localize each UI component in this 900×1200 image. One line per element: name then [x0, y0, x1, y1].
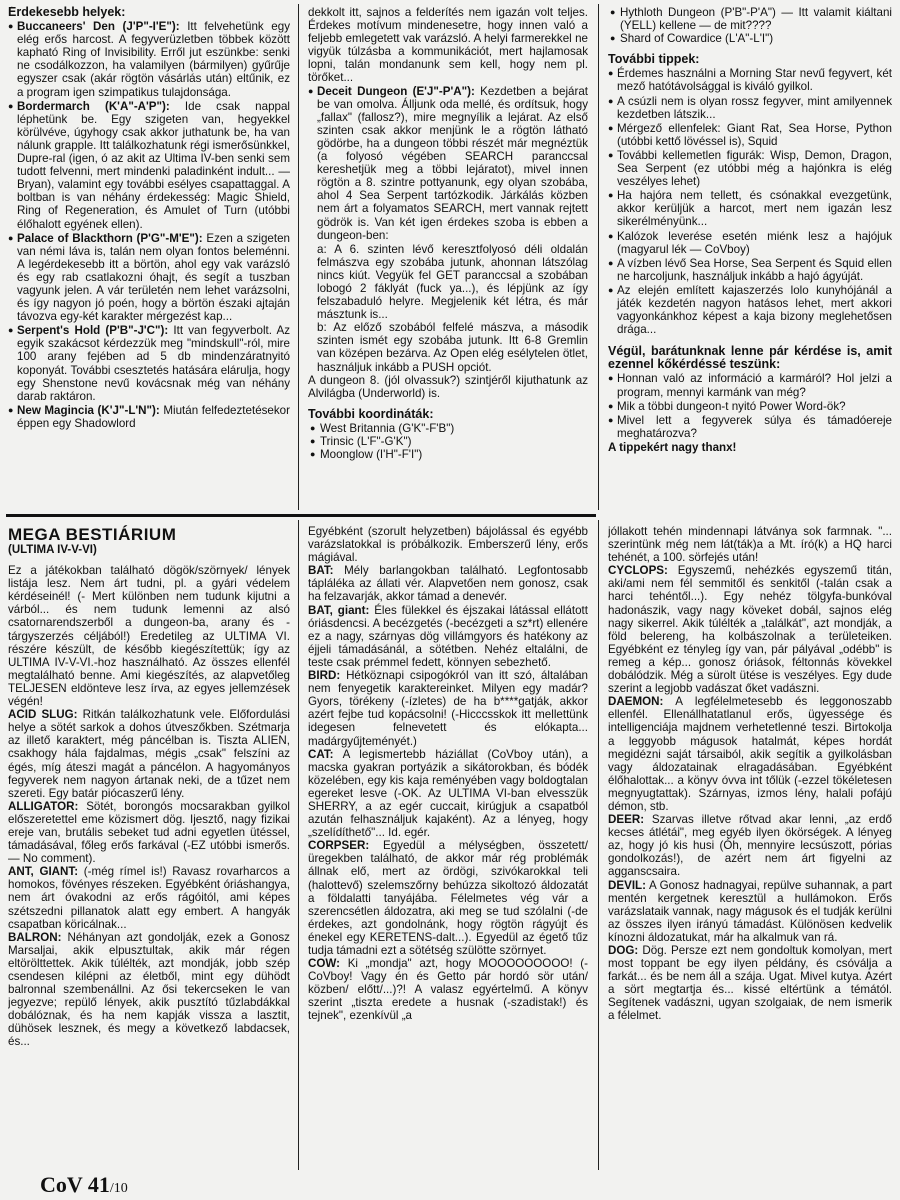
- paragraph: Egyébként (szorult helyzetben) bájolással és egyébb varázslatokkal is próbálkozik. Emberszerű lény, erős mágiával.: [308, 525, 588, 565]
- entry-label: Bordermarch (K'A"-A'P"):: [17, 99, 170, 113]
- entry-label: BALRON:: [8, 930, 62, 944]
- bestiary-entry: [308, 604, 588, 669]
- bullet-entry: [608, 257, 892, 283]
- bestiary-entry: [8, 865, 290, 930]
- section-divider: [6, 514, 596, 517]
- entry-text: Mivel lett a fegyverek súlya és támadóereje meghatározva?: [617, 413, 892, 440]
- bullet-entry: [608, 284, 892, 336]
- entry-text: Egyedül a mélységben, összetett/üregekben található, de akkor már rég problémák állnak elő, mert az ördögi, szivókarokkal teli (halottevő) szelemszőrny behúzza sikoltozó áldozatát a földalatti tanyájába. Félelmetes vég vár a szerencsétlen áldozatra, aki meg se tud szólalni (-de érdekes, azt gondolnánk, hogy rögtön rágyújt és énekel egy KERETENS-dalt...). Egyedül az égető tűz tudja támadni ezt a sötétség szülötte szörnyet.: [308, 839, 588, 957]
- entry-label: CYCLOPS:: [608, 564, 668, 578]
- bullet-entry: [8, 404, 290, 430]
- entry-text: Érdemes használni a Morning Star nevű fegyvert, két mező hatótávolsággal is kiváló gyilkol.: [617, 67, 892, 94]
- entry-label: New Magincia (K'J"-L'N"):: [17, 403, 160, 417]
- entry-text: A Gonosz hadnagyai, repülve suhannak, a part mentén kergetnek keresztül a hullámokon. Erős varázslataik vannak, nagy mágusok és el tudják kerülni az összes ilyen irányú támadást. Különösen kedvelik kínozni áldozatukat, már ha alkalmuk van rá.: [608, 878, 892, 944]
- paragraph: Ez a játékokban található dögök/szörnyek/ lények listája lesz. Nem árt tudni, pl. a gyári védelem kérdéseinél! (- Mert különben nem tudunk kijutni a várból... és nem tudunk lemenni az alsó csatornarendszerből a dungeon-ba, arany és -tárgyszerzés céljából!) Eredetileg az ULTIMA VI. részére készült, de később kiegészítettük; így az ULTIMA IV-V-VI.-hoz használható. Az összes ellenfél megtalálható benne. Ami kiegészítés, az alapvetőleg TELJESEN eldönteve lesz írva, az egyes jellemzések végén!: [8, 564, 290, 709]
- entry-text: Kezdetben a bejárat be van omolva. Álljunk oda mellé, és ordítsuk, hogy „fallax" (fallosz?), mire megnyílik a lejárat. Az első szinten csak akkor menjünk le a rögtön látható gödörbe, ha a dungeon többi részét már megnéztük (a folyosó végében SEARCH paranccsal kereshetjük meg a többi lejáratot), mivel innen rögtön a 8. szintre pottyanunk, egy olyan szobába, ahol 4 Sea Serpent tartózkodik. Járkálás közben nem árt a folyamatos SEARCH, mert vannak rejtett gödrök is. Van két igen érdekes szoba is ebben a dungeon-ben:: [317, 84, 588, 242]
- bestiary-entry: [308, 748, 588, 840]
- entry-text: Mik a többi dungeon-t nyitó Power Word-ök?: [617, 399, 846, 413]
- coordinate-item: ● Hythloth Dungeon (P'B"-P'A") — Itt valamit kiáltani (YELL) kellene — de mit????: [608, 6, 892, 32]
- entry-label: BIRD:: [308, 669, 341, 683]
- page-number: /10: [109, 1181, 128, 1196]
- bestiary-entry: [8, 708, 290, 800]
- entry-text: Ide csak nappal léphetünk be. Egy szigeten van, hegyekkel körülvéve, úgyhogy csak akkor juthatunk be, ha van nálunk grapple. Itt találkozhatunk régi ismerősünkkel, Dupre-ral (igen, ó az akit az Ultima IV-ben senki sem tudott felvenni, mert mindenki paladinként indult... — Bryan), valamint egy további esélyes csapattaggal. A boltban is van néhány érdekesség: Magic Shield, Ring of Regeneration, és Amulet of Turn (utóbbi élőhalott egyének ellen).: [17, 99, 290, 231]
- bullet-entry: [8, 100, 290, 231]
- entry-label: CAT:: [308, 747, 334, 761]
- entry-text: Szarvas illetve rőtvad akar lenni, „az erdő kecses átlétái", meg egyéb ilyen ökörségek. A lényeg az, hogy jó kis husi (Óh, mennyire lecsúszott, pórias gondolkozás!), de azért nem árt figyelni az agganscsaira.: [608, 813, 892, 879]
- entry-label: CORPSER:: [308, 839, 370, 853]
- bullet-entry: [608, 400, 892, 413]
- entry-text: A vízben lévő Sea Horse, Sea Serpent és Squid ellen ne harcoljunk, használjuk inkább a hajó ágyúját.: [617, 256, 892, 283]
- paragraph: jóllakott tehén mindennapi látványa sok farmnak. "... szerintünk még nem lát(ták)a a Mt. író(k) a HQ harci tehénét, a 100. sörfejés után!: [608, 525, 892, 565]
- entry-text: Kalózok leverése esetén miénk lesz a hajójuk (magyarul lék — CoVboy): [617, 229, 892, 256]
- entry-label: Deceit Dungeon (E'J"-P'A"):: [317, 84, 475, 98]
- entry-label: Serpent's Hold (P'B"-J'C"):: [17, 324, 169, 338]
- entry-label: DEER:: [608, 813, 645, 827]
- bullet-entry: [8, 324, 290, 403]
- bestiary-entry: [8, 931, 290, 1049]
- column-top-left: [8, 6, 290, 508]
- closing-line: A tippekért nagy thanx!: [608, 440, 737, 454]
- bestiary-entry: [608, 695, 892, 813]
- bestiary-entry: [308, 839, 588, 957]
- bullet-entry: [608, 149, 892, 188]
- bullet-entry: [608, 122, 892, 148]
- entry-text: A legfélelmetesebb és leggonoszabb ellenfél. Ellenállhatatlanul erős, ügyessége és intelligenciája majdnem verhetetlenné teszi. Birtokolja a leggyobb mágusok hatalmát, képes hordát megidézni saját társaiból, akik segítik a gyilkolásban vagy áldozatainak elragadásában. Egyébként élőhalottak... a könyv óvva int tőlük (-ezzel tökéletesen megnyugtattak). Szárnyas, izmos lény, halali pofájú démon, stb.: [608, 695, 892, 813]
- bestiary-entry: [308, 564, 588, 603]
- bestiary-entry: [608, 944, 892, 1023]
- bullet-entry: [608, 189, 892, 228]
- entry-label: ANT, GIANT:: [8, 865, 79, 879]
- entry-label: DOG:: [608, 944, 639, 957]
- sub-paragraph: a: A 6. szinten lévő keresztfolyosó déli oldalán felmászva egy szobába jutunk, ahonnan látszólag nincs kiút. Vegyük fel GET paranccsal a szobában lobogó 2 fáklyát (fuck ya...), és lépjünk az így felszabaduló helyre. Megjelenik két létra, és már másztunk is...: [317, 242, 588, 322]
- bullet-entry: [608, 372, 892, 398]
- section-heading: Érdekesebb helyek:: [8, 6, 126, 19]
- entry-text: Mérgező ellenfelek: Giant Rat, Sea Horse, Python (utóbbi kettő lövéssel is), Squid: [617, 121, 892, 148]
- entry-text: Ki „mondja" azt, hogy MOOOOOOOOO! (-CoVboy! Vagy én és Getto pár hordó sör után/ közben/ előtt/...)?! A valasz egyértelmű. A könyv szerint „tiszta eredete a husnak (-szadistak!) és tejnek", ezenkívül „a: [308, 957, 588, 1023]
- bullet-entry: [608, 414, 892, 440]
- entry-text: Ha hajóra nem tellett, és csónakkal evezgetünk, akkor kerüljük a harcot, mert nem igazán lesz sikerélményünk...: [617, 189, 892, 229]
- coordinate-item: ● Trinsic (L'F"-G'K"): [308, 435, 588, 448]
- column-top-middle: [308, 6, 588, 508]
- bullet-entry: [608, 95, 892, 121]
- bullet-entry: [608, 67, 892, 93]
- entry-label: DAEMON:: [608, 695, 664, 709]
- entry-text: Éles fülekkel és éjszakai látással ellátott óriásdencsi. A becézgetés (-becézgeti a sz*rt) ellenére ez a nagy, szárnyas dög villámgyors és hatékony az éjjeli támadásánál, a sötétben. Nehéz eltalálni, de teste csak prémmel fedett, könnyen sebezhető.: [308, 603, 588, 669]
- entry-label: Palace of Blackthorn (P'G"-M'E"):: [17, 231, 203, 245]
- entry-text: A legismertebb háziállat (CoVboy után), a macska gyakran portyázik a sikátorokban, és bódék közelében, egy kis kaja reményében vagy boldogtalan egereket lesve (-OK. Az ULTIMA VI-ban elvesszük SHERRY, a az egér cuccait, kirúgjuk a csapatból azután felhasználjuk kajaként). Az a lényeg, hogy „szelídíthető"... Id. egér.: [308, 747, 588, 840]
- paragraph: A dungeon 8. (jól olvassuk?) szintjéről kijuthatunk az Alvilágba (Underworld) is.: [308, 373, 588, 400]
- coordinate-item: ● Shard of Cowardice (L'A"-L'I"): [608, 32, 892, 45]
- entry-label: COW:: [308, 957, 340, 971]
- bestiary-entry: [608, 813, 892, 878]
- bullet-entry: [308, 85, 588, 242]
- entry-text: Itt van fegyverbolt. Az egyik szakácsot kérdezzük meg "mindskull"-ról, mire 100 arany fejében ad 5 db mindenzáratnyitó koponyát. További csesztetés hatására elárulja, hogy egy Shenstone nevű kovácsnak még van néhány darab raktáron.: [17, 324, 290, 403]
- entry-text: Itt felvehetünk egy elég erős harcost. A fegyverüzletben többek között kapható Ring of Invisibility. Erről jut eszünkbe: senki ne csodálkozzon, ha valamilyen (bármilyen) gyűrűje egyszer csak (akár rögtön vásárlás után) eltűnik, ez a program igen szimpatikus tulajdonsága.: [17, 20, 290, 99]
- magazine-name: CoV 41: [40, 1172, 110, 1197]
- entry-text: További kellemetlen figurák: Wisp, Demon, Dragon, Sea Serpent (ez utóbbi még a hajónkra is elég veszélyes lehet): [617, 148, 892, 189]
- section-heading: További tippek:: [608, 52, 700, 67]
- coordinate-item: ● West Britannia (G'K"-F'B"): [308, 422, 588, 435]
- column-divider: [598, 520, 599, 1170]
- column-bottom-middle: [308, 525, 588, 1175]
- entry-text: Hétköznapi csipogókról van itt szó, általában nem fenyegetik karaktereinket. Milyen egy madár? Gyors, törékeny (-ízletes) de ha b****gatják, akkor azért fejbe tud kopácsolni! (-Hicccsskok itt mellettünk idegesen felnevetett és elókapta... madárgyűjteményét.): [308, 669, 588, 748]
- bullet-entry: [8, 20, 290, 99]
- bestiary-entry: [308, 957, 588, 1022]
- entry-label: ALLIGATOR:: [8, 799, 79, 813]
- coordinate-item: ● Moonglow (I'H"-F'I"): [308, 448, 588, 461]
- entry-text: Sötét, borongós mocsarakban gyilkol előszeretettel eme közismert dög. Ijesztő, nagy fizikai ereje van, brutális sebeket tud adni egyetlen ütéssel, támadásával, főleg erős farkával (-EZ utóbbi ismerős. — No comment).: [8, 799, 290, 866]
- section-heading: Végül, barátunknak lenne pár kérdése is, amit ezennel kőkérdéssé teszünk:: [608, 344, 892, 372]
- entry-text: Egyszemű, nehézkés egyszemű titán, aki/ami nem fél semmitől és senkitől (-talán csak a harci tehéntől...). Egy nehéz tölgyfa-bunkóval hadonászik, vagy nagy köveket dobál, sajnos elég nagy sikerrel. Akik túlélték a „találkát", azt mondják, a föld belereng, ha kolbászolnak a területeiken. Egyébként ez tényleg így van, pár pályával „odébb" is remeg a kép... gonosz óriások, féltonnás kövekkel dobálódzik. Még a sürolt ütése is veszélyes. Egy dude szerint a legjobb vadászat őket vadászni.: [608, 564, 892, 696]
- entry-text: Néhányan azt gondolják, ezek a Gonosz Marsaljai, akik elpusztultak, akik már régen eltörölttettek. Akik túlélték, azt mondják, jobb szép csendesen kilépni az életből, mint egy dühödt balronnal szembenállni. Az ősi tekercseken le van jegyezve; repülő lények, akik pusztító tűzlabdákkal dobálóznak, és ha nem kapják vissza a lasztit, dühösek lesznek, és megy a következő labdacsek, és...: [8, 930, 290, 1049]
- entry-label: Buccaneers' Den (J'P"-I'E"):: [17, 20, 180, 34]
- bullet-entry: [608, 230, 892, 256]
- entry-text: Mély barlangokban található. Legfontosabb tápláléka az állati vér. Alapvetően nem gonosz, csak ha felzavarják, akkor támad a denevér.: [308, 564, 588, 604]
- entry-text: Dög. Persze ezt nem gondoltuk komolyan, mert most toppant be egy ilyen példány, és csóválja a farkát... és be nem áll a szája. Ugat. Mivel kutya. Azért a sört megtartja és... kissé eltértünk a témától. Segítenek vadászni, ugyan szolgaiak, de nem ismerik a félelmet.: [608, 944, 892, 1023]
- article-subtitle: (ULTIMA IV-V-VI): [8, 544, 97, 556]
- column-top-right: [608, 6, 892, 526]
- bullet-entry: [8, 232, 290, 324]
- entry-text: Ezen a szigeten van némi láva is, talán nem olyan fontos beleménni. A legérdekesebb itt a börtön, ahol egy vak varázsló és egy rab csatlakozni óhajt, és segít a tuszban vagyunk jelen. A vár területén nem lehet varázsolni, és így nagyon jó poén, hogy a börtön északi ajtaján távozva egy-két karakter mérgezést kap...: [17, 231, 290, 324]
- entry-text: (-még rímel is!) Ravasz rovarharcos a homokos, fövényes részeken. Egyébként óriáshangya, nem árt óvakodni az erős rágóitól, ami képes szétszedni pillanatok alatt egy embert. A hangyák csapatban köricálnak...: [8, 865, 290, 931]
- entry-text: Ritkán találkozhatunk vele. Előfordulási helye a sötét sarkok a dohos útveszőkben. Szétmarja az illető karaktert, még páncélban is. Tiszta ALIEN, csakhogy hála fajdalmas, mégis „csak" felszíni az égés, míg áteszi magát a páncélon. A hagyományos fegyverek nem nagyon ártanak neki, de a tűzet nem szereti. Egy batár piócaszerű lény.: [8, 708, 290, 800]
- column-bottom-left: [8, 525, 290, 1175]
- entry-text: Miután felfedeztetésekor éppen egy Shadowlord: [17, 403, 290, 430]
- entry-label: DEVIL:: [608, 878, 647, 892]
- bestiary-entry: [608, 879, 892, 944]
- entry-label: BAT:: [308, 564, 334, 578]
- column-divider: [298, 4, 299, 510]
- bestiary-entry: [8, 800, 290, 865]
- bestiary-entry: [608, 564, 892, 695]
- entry-label: ACID SLUG:: [8, 708, 78, 722]
- sub-paragraph: b: Az előző szobából felfelé mászva, a második szinten ismét egy szobába jutunk. Itt 6-8 Gremlin van középen bezárva. Az Open elég esélytelen ötlet, használjuk inkább a PUSH opciót.: [317, 321, 588, 374]
- entry-text: Az elején említett kajaszerzés lolo kunyhójánál a játék kezdetén nagyon hatásos lehet, mert akkori vagyonkánkhoz képest a kaja bizony meglehetősen drága...: [617, 283, 892, 337]
- page-footer: [40, 1172, 128, 1198]
- entry-text: A csúzli nem is olyan rossz fegyver, mint amilyennek kezdetben látszik...: [617, 94, 892, 121]
- entry-label: BAT, giant:: [308, 603, 370, 617]
- section-heading: További koordináták:: [308, 406, 434, 421]
- column-divider: [598, 4, 599, 510]
- column-bottom-right: [608, 525, 892, 1175]
- bestiary-body-left: [8, 564, 290, 1048]
- column-divider: [298, 520, 299, 1170]
- bestiary-entry: [308, 669, 588, 748]
- entry-text: Honnan való az információ a karmáról? Hol jelzi a program, mennyi karmánk van még?: [617, 372, 892, 399]
- paragraph: dekkolt itt, sajnos a felderítés nem igazán volt teljes. Érdekes motívum mindenesetre, hogy innen való a feljebb emlegetett vak varázsló. A helyi farmerekkel ne vigyük túlzásba a kommunikációt, mert hajlamosak lopni, talán mondanunk sem kell, hogy nem pl. törőket...: [308, 6, 588, 85]
- article-title: MEGA BESTIÁRIUM: [8, 525, 177, 544]
